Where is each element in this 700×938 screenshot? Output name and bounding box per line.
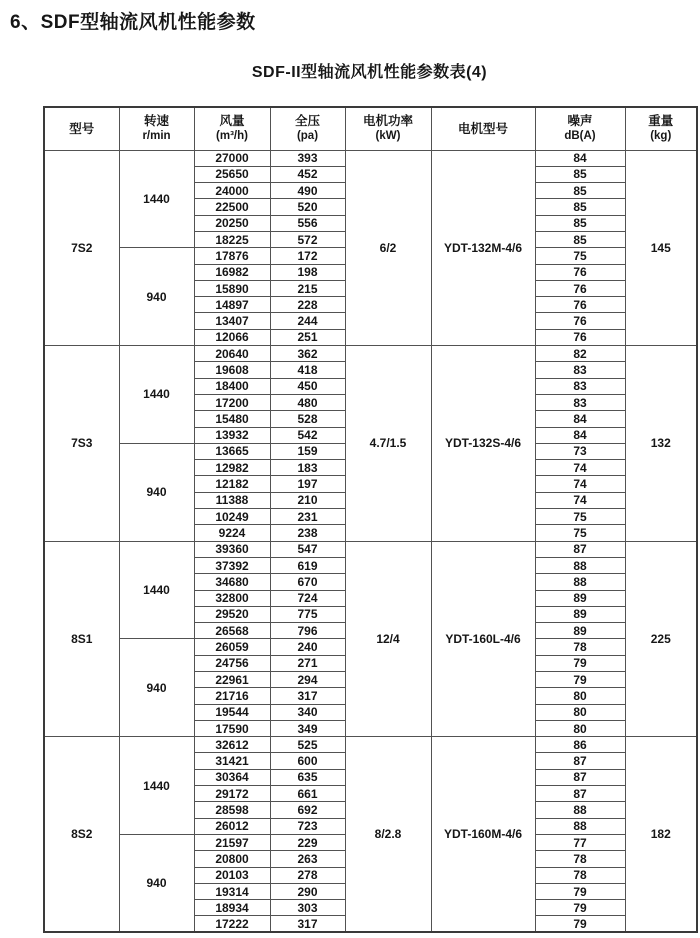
airflow-cell: 17590 xyxy=(194,720,270,736)
pressure-cell: 362 xyxy=(270,346,345,362)
airflow-cell: 26568 xyxy=(194,623,270,639)
header-airflow-unit: (m³/h) xyxy=(216,130,248,143)
noise-cell: 83 xyxy=(535,378,625,394)
speed-cell: 1440 xyxy=(119,150,194,248)
model-cell: 8S2 xyxy=(44,737,119,933)
pressure-cell: 528 xyxy=(270,411,345,427)
speed-cell: 1440 xyxy=(119,346,194,444)
airflow-cell: 16982 xyxy=(194,264,270,280)
pressure-cell: 418 xyxy=(270,362,345,378)
pressure-cell: 159 xyxy=(270,443,345,459)
airflow-cell: 14897 xyxy=(194,297,270,313)
header-row xyxy=(44,107,697,150)
noise-cell: 76 xyxy=(535,313,625,329)
pressure-cell: 251 xyxy=(270,329,345,345)
pressure-cell: 172 xyxy=(270,248,345,264)
airflow-cell: 20250 xyxy=(194,215,270,231)
pressure-cell: 271 xyxy=(270,655,345,671)
weight-cell: 182 xyxy=(625,737,697,933)
header-model-label: 型号 xyxy=(69,121,95,136)
pressure-cell: 198 xyxy=(270,264,345,280)
header-power-unit: (kW) xyxy=(375,130,401,143)
pressure-cell: 450 xyxy=(270,378,345,394)
weight-cell: 145 xyxy=(625,150,697,346)
table-title: SDF-II型轴流风机性能参数表(4) xyxy=(251,64,488,81)
pressure-cell: 294 xyxy=(270,672,345,688)
pressure-cell: 263 xyxy=(270,851,345,867)
airflow-cell: 24000 xyxy=(194,183,270,199)
weight-cell: 225 xyxy=(625,541,697,737)
noise-cell: 82 xyxy=(535,346,625,362)
noise-cell: 74 xyxy=(535,460,625,476)
pressure-cell: 340 xyxy=(270,704,345,720)
power-cell: 8/2.8 xyxy=(345,737,431,933)
speed-cell: 940 xyxy=(119,443,194,541)
pressure-cell: 490 xyxy=(270,183,345,199)
airflow-cell: 17200 xyxy=(194,394,270,410)
noise-cell: 79 xyxy=(535,900,625,916)
noise-cell: 88 xyxy=(535,818,625,834)
pressure-cell: 661 xyxy=(270,786,345,802)
pressure-cell: 600 xyxy=(270,753,345,769)
noise-cell: 78 xyxy=(535,851,625,867)
header-weight-unit: (kg) xyxy=(650,130,672,143)
model-cell: 7S2 xyxy=(44,150,119,346)
airflow-cell: 15480 xyxy=(194,411,270,427)
noise-cell: 87 xyxy=(535,786,625,802)
noise-cell: 75 xyxy=(535,248,625,264)
pressure-cell: 452 xyxy=(270,166,345,182)
header-airflow-label: 风量 xyxy=(219,114,245,129)
noise-cell: 84 xyxy=(535,411,625,427)
noise-cell: 89 xyxy=(535,623,625,639)
speed-cell: 940 xyxy=(119,248,194,346)
airflow-cell: 17876 xyxy=(194,248,270,264)
noise-cell: 76 xyxy=(535,329,625,345)
header-pressure-label: 全压 xyxy=(294,114,320,129)
power-cell: 6/2 xyxy=(345,150,431,346)
noise-cell: 87 xyxy=(535,541,625,557)
airflow-cell: 37392 xyxy=(194,557,270,573)
airflow-cell: 12982 xyxy=(194,460,270,476)
noise-cell: 89 xyxy=(535,590,625,606)
noise-cell: 79 xyxy=(535,916,625,932)
header-pressure-unit: (pa) xyxy=(296,130,319,143)
noise-cell: 84 xyxy=(535,427,625,443)
noise-cell: 80 xyxy=(535,720,625,736)
pressure-cell: 542 xyxy=(270,427,345,443)
noise-cell: 80 xyxy=(535,688,625,704)
pressure-cell: 290 xyxy=(270,883,345,899)
airflow-cell: 29520 xyxy=(194,606,270,622)
noise-cell: 85 xyxy=(535,166,625,182)
noise-cell: 76 xyxy=(535,297,625,313)
noise-cell: 87 xyxy=(535,769,625,785)
header-speed xyxy=(119,107,194,150)
header-power-label: 电机功率 xyxy=(362,114,413,129)
model-cell: 7S3 xyxy=(44,346,119,542)
header-model xyxy=(44,107,119,150)
noise-cell: 76 xyxy=(535,264,625,280)
pressure-cell: 197 xyxy=(270,476,345,492)
pressure-cell: 547 xyxy=(270,541,345,557)
airflow-cell: 22500 xyxy=(194,199,270,215)
noise-cell: 83 xyxy=(535,362,625,378)
page-title: 6、SDF型轴流风机性能参数 xyxy=(10,12,256,33)
speed-cell: 940 xyxy=(119,834,194,932)
airflow-cell: 26012 xyxy=(194,818,270,834)
airflow-cell: 18934 xyxy=(194,900,270,916)
header-speed-label: 转速 xyxy=(143,114,169,129)
noise-cell: 75 xyxy=(535,525,625,541)
airflow-cell: 39360 xyxy=(194,541,270,557)
airflow-cell: 18225 xyxy=(194,231,270,247)
airflow-cell: 19608 xyxy=(194,362,270,378)
noise-cell: 85 xyxy=(535,215,625,231)
airflow-cell: 22961 xyxy=(194,672,270,688)
pressure-cell: 556 xyxy=(270,215,345,231)
noise-cell: 88 xyxy=(535,557,625,573)
airflow-cell: 12066 xyxy=(194,329,270,345)
pressure-cell: 278 xyxy=(270,867,345,883)
airflow-cell: 32800 xyxy=(194,590,270,606)
header-motor xyxy=(431,107,535,150)
motor-model-cell: YDT-132M-4/6 xyxy=(431,150,535,346)
power-cell: 12/4 xyxy=(345,541,431,737)
pressure-cell: 183 xyxy=(270,460,345,476)
speed-cell: 1440 xyxy=(119,737,194,835)
airflow-cell: 20640 xyxy=(194,346,270,362)
pressure-cell: 723 xyxy=(270,818,345,834)
table-row xyxy=(44,737,697,753)
airflow-cell: 29172 xyxy=(194,786,270,802)
table-row xyxy=(44,346,697,362)
airflow-cell: 12182 xyxy=(194,476,270,492)
noise-cell: 84 xyxy=(535,150,625,166)
airflow-cell: 13665 xyxy=(194,443,270,459)
airflow-cell: 18400 xyxy=(194,378,270,394)
noise-cell: 80 xyxy=(535,704,625,720)
airflow-cell: 13407 xyxy=(194,313,270,329)
pressure-cell: 692 xyxy=(270,802,345,818)
airflow-cell: 30364 xyxy=(194,769,270,785)
airflow-cell: 34680 xyxy=(194,574,270,590)
airflow-cell: 17222 xyxy=(194,916,270,932)
model-cell: 8S1 xyxy=(44,541,119,737)
airflow-cell: 21597 xyxy=(194,834,270,850)
pressure-cell: 244 xyxy=(270,313,345,329)
noise-cell: 75 xyxy=(535,509,625,525)
pressure-cell: 215 xyxy=(270,280,345,296)
table-body xyxy=(44,150,697,932)
pressure-cell: 520 xyxy=(270,199,345,215)
header-weight-label: 重量 xyxy=(648,114,674,129)
noise-cell: 79 xyxy=(535,883,625,899)
header-power xyxy=(345,107,431,150)
pressure-cell: 775 xyxy=(270,606,345,622)
noise-cell: 74 xyxy=(535,476,625,492)
pressure-cell: 317 xyxy=(270,916,345,932)
noise-cell: 79 xyxy=(535,672,625,688)
airflow-cell: 27000 xyxy=(194,150,270,166)
noise-cell: 88 xyxy=(535,802,625,818)
power-cell: 4.7/1.5 xyxy=(345,346,431,542)
weight-cell: 132 xyxy=(625,346,697,542)
noise-cell: 85 xyxy=(535,231,625,247)
motor-model-cell: YDT-132S-4/6 xyxy=(431,346,535,542)
motor-model-cell: YDT-160M-4/6 xyxy=(431,737,535,933)
pressure-cell: 480 xyxy=(270,394,345,410)
noise-cell: 78 xyxy=(535,639,625,655)
header-airflow xyxy=(194,107,270,150)
noise-cell: 76 xyxy=(535,280,625,296)
pressure-cell: 572 xyxy=(270,231,345,247)
airflow-cell: 11388 xyxy=(194,492,270,508)
pressure-cell: 525 xyxy=(270,737,345,753)
pressure-cell: 229 xyxy=(270,834,345,850)
noise-cell: 85 xyxy=(535,199,625,215)
header-motor-label: 电机型号 xyxy=(457,121,508,136)
noise-cell: 78 xyxy=(535,867,625,883)
noise-cell: 83 xyxy=(535,394,625,410)
header-noise xyxy=(535,107,625,150)
noise-cell: 73 xyxy=(535,443,625,459)
header-speed-unit: r/min xyxy=(142,130,171,143)
airflow-cell: 20103 xyxy=(194,867,270,883)
noise-cell: 88 xyxy=(535,574,625,590)
speed-cell: 1440 xyxy=(119,541,194,639)
airflow-cell: 15890 xyxy=(194,280,270,296)
pressure-cell: 619 xyxy=(270,557,345,573)
header-weight xyxy=(625,107,697,150)
noise-cell: 85 xyxy=(535,183,625,199)
pressure-cell: 317 xyxy=(270,688,345,704)
table-head xyxy=(44,107,697,150)
pressure-cell: 240 xyxy=(270,639,345,655)
motor-model-cell: YDT-160L-4/6 xyxy=(431,541,535,737)
pressure-cell: 349 xyxy=(270,720,345,736)
airflow-cell: 25650 xyxy=(194,166,270,182)
airflow-cell: 9224 xyxy=(194,525,270,541)
pressure-cell: 670 xyxy=(270,574,345,590)
fan-performance-table xyxy=(43,106,698,933)
airflow-cell: 13932 xyxy=(194,427,270,443)
header-noise-unit: dB(A) xyxy=(564,130,596,143)
noise-cell: 77 xyxy=(535,834,625,850)
pressure-cell: 238 xyxy=(270,525,345,541)
pressure-cell: 635 xyxy=(270,769,345,785)
airflow-cell: 19314 xyxy=(194,883,270,899)
airflow-cell: 28598 xyxy=(194,802,270,818)
header-pressure xyxy=(270,107,345,150)
airflow-cell: 31421 xyxy=(194,753,270,769)
pressure-cell: 393 xyxy=(270,150,345,166)
pressure-cell: 796 xyxy=(270,623,345,639)
airflow-cell: 24756 xyxy=(194,655,270,671)
airflow-cell: 32612 xyxy=(194,737,270,753)
speed-cell: 940 xyxy=(119,639,194,737)
header-noise-label: 噪声 xyxy=(567,114,593,129)
noise-cell: 87 xyxy=(535,753,625,769)
airflow-cell: 20800 xyxy=(194,851,270,867)
table-row xyxy=(44,150,697,166)
noise-cell: 74 xyxy=(535,492,625,508)
pressure-cell: 231 xyxy=(270,509,345,525)
pressure-cell: 210 xyxy=(270,492,345,508)
airflow-cell: 10249 xyxy=(194,509,270,525)
pressure-cell: 724 xyxy=(270,590,345,606)
table-row xyxy=(44,541,697,557)
pressure-cell: 303 xyxy=(270,900,345,916)
pressure-cell: 228 xyxy=(270,297,345,313)
airflow-cell: 19544 xyxy=(194,704,270,720)
noise-cell: 86 xyxy=(535,737,625,753)
airflow-cell: 26059 xyxy=(194,639,270,655)
noise-cell: 89 xyxy=(535,606,625,622)
noise-cell: 79 xyxy=(535,655,625,671)
airflow-cell: 21716 xyxy=(194,688,270,704)
